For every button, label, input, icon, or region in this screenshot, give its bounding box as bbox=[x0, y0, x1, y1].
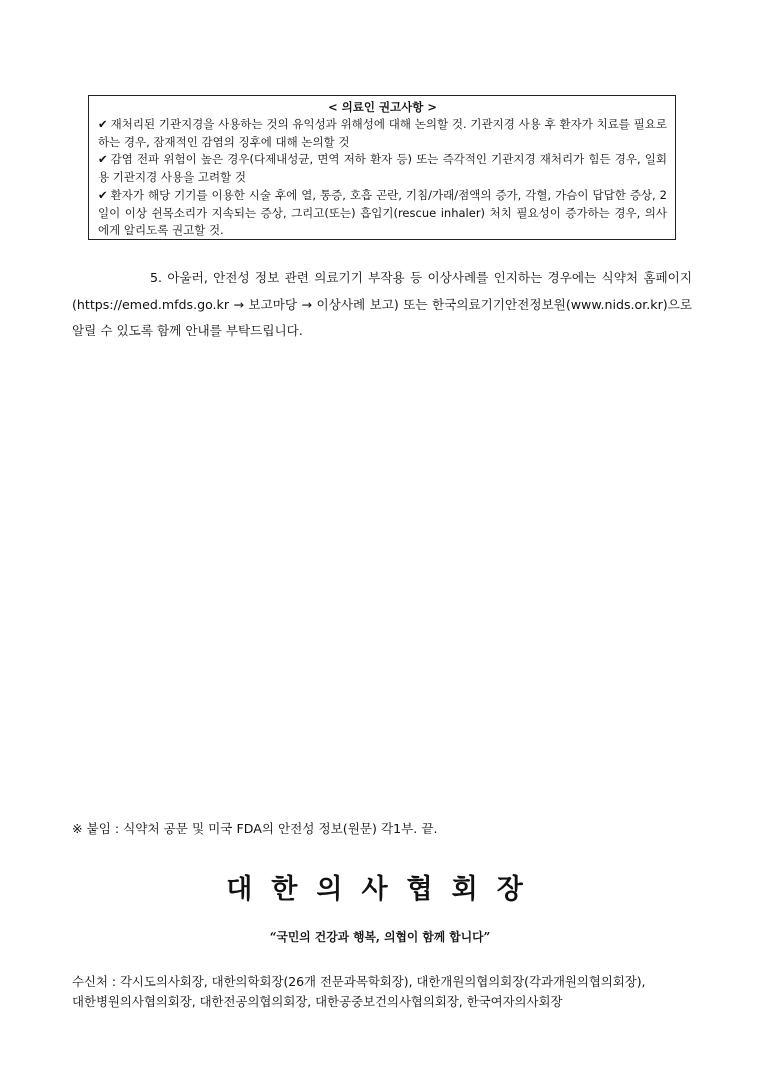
recommendation-text: 재처리된 기관지경을 사용하는 것의 유익성과 위해성에 대해 논의할 것. 기관지경 사용 후 환자가 치료를 필요로 하는 경우, 잠재적인 감염의 징후에 대해 논의할 것 bbox=[98, 117, 667, 149]
checkmark-icon: ✔ bbox=[98, 117, 108, 131]
recommendation-text: 환자가 해당 기기를 이용한 시술 후에 열, 통증, 호흡 곤란, 기침/가래/점액의 증가, 각혈, 가슴이 답답한 증상, 2일이 이상 쉰목소리가 지속되는 증상, 그리고(또는) 흡입기(rescue inhaler) 처치 필요성이 증가하는 경우, 의사에게 알리도록 권고할 것. bbox=[98, 187, 667, 238]
recipients-line-1: 수신처 : 각시도의사회장, 대한의학회장(26개 전문과목학회장), 대한개원의협의회장(각과개원의협의회장), bbox=[72, 974, 646, 989]
recommendation-item-2 bbox=[98, 151, 667, 186]
recommendations-title: < 의료인 권고사항 > bbox=[327, 100, 438, 114]
recommendation-text: 감염 전파 위험이 높은 경우(다제내성균, 면역 저하 환자 등) 또는 즉각적인 기관지경 재처리가 힘든 경우, 일회용 기관지경 사용을 고려할 것 bbox=[98, 152, 667, 185]
physician-recommendations-box bbox=[88, 95, 676, 240]
attachment-note: ※ 붙임 : 식약처 공문 및 미국 FDA의 안전성 정보(원문) 각1부. 끝. bbox=[72, 821, 438, 836]
checkmark-icon: ✔ bbox=[98, 152, 108, 167]
organization-signature: 대한의사협회장 bbox=[226, 874, 542, 905]
recipients-list bbox=[72, 972, 712, 1011]
recommendation-item-3 bbox=[98, 187, 667, 240]
organization-slogan: “국민의 건강과 행복, 의협이 함께 합니다” bbox=[269, 930, 491, 944]
recipients-line-2: 대한병원의사협의회장, 대한전공의협의회장, 대한공중보건의사협의회장, 한국여자의사회장 bbox=[72, 993, 563, 1009]
paragraph-5: 5. 아울러, 안전성 정보 관련 의료기기 부작용 등 이상사례를 인지하는 경우에는 식약처 홈페이지(https://emed.mfds.go.kr → 보고마당 → 이상사례 보고) 또는 한국의료기기안전정보원(www.nids.or.kr)으로 알릴 수 있도록 함께 안내를 부탁드립니다. bbox=[72, 270, 692, 338]
checkmark-icon: ✔ bbox=[98, 187, 108, 202]
recommendation-item-1 bbox=[98, 116, 667, 151]
